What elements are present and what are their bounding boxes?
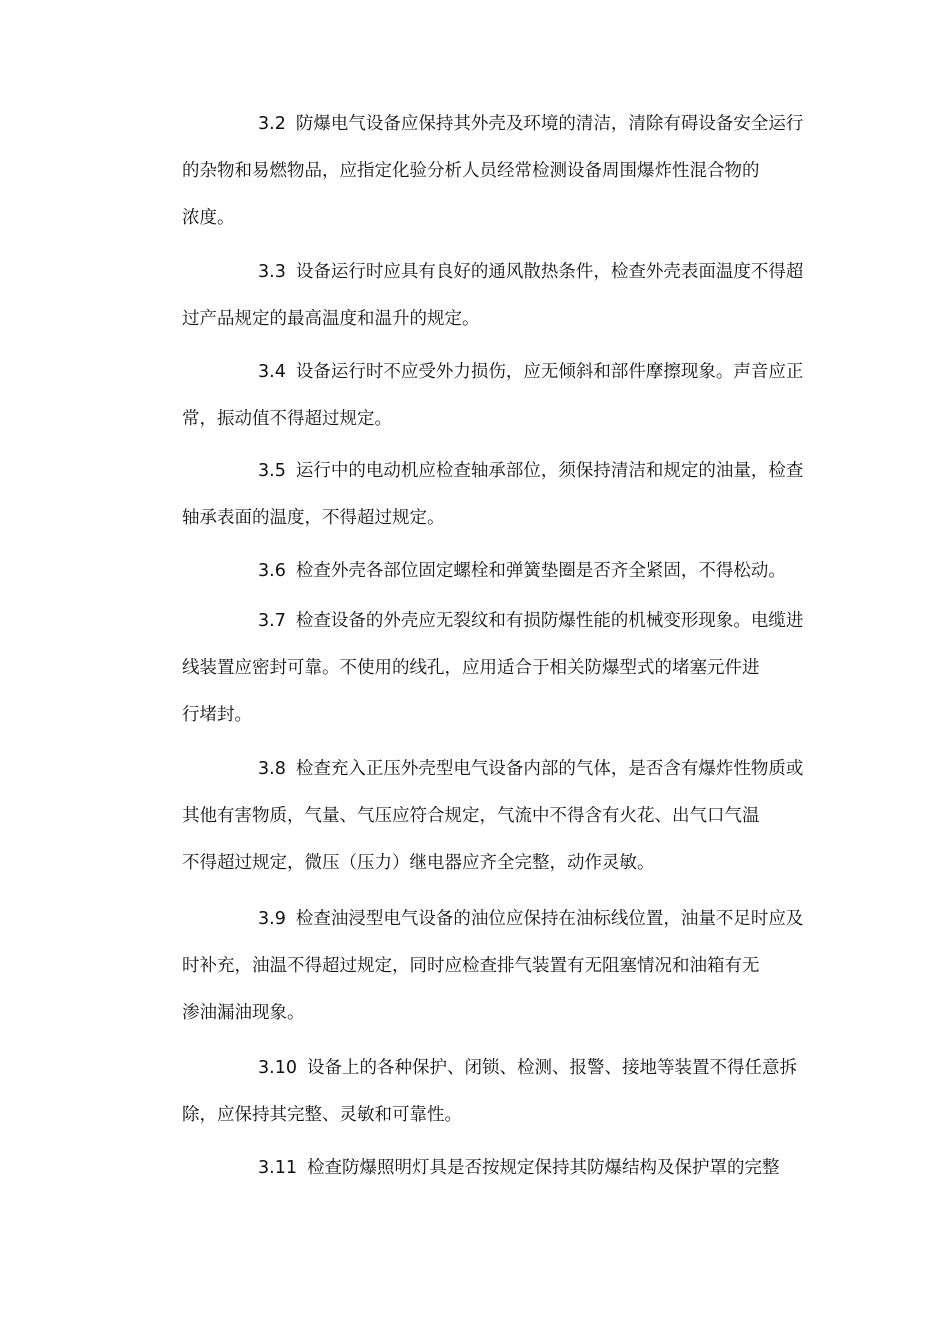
paragraph-text: 渗油漏油现象。 <box>182 1003 305 1023</box>
paragraph-text: 检查油浸型电气设备的油位应保持在油标线位置，油量不足时应及 <box>295 909 804 929</box>
paragraph-text: 不得超过规定，微压（压力）继电器应齐全完整，动作灵敏。 <box>182 853 655 873</box>
paragraph-text: 常，振动值不得超过规定。 <box>182 409 392 429</box>
paragraph-text: 设备运行时不应受外力损伤，应无倾斜和部件摩擦现象。声音应正 <box>295 362 804 382</box>
paragraph-text: 线装置应密封可靠。不使用的线孔，应用适合于相关防爆型式的堵塞元件进 <box>182 658 760 678</box>
clause-number: 3.4 <box>258 362 286 382</box>
paragraph-text: 防爆电气设备应保持其外壳及环境的清洁，清除有碍设备安全运行 <box>295 114 804 134</box>
paragraph-3-4 <box>182 349 822 443</box>
paragraph-3-9 <box>182 896 822 1037</box>
paragraph-text: 轴承表面的温度，不得超过规定。 <box>182 508 445 528</box>
paragraph-3-3 <box>182 249 822 343</box>
paragraph-3-2 <box>182 101 822 242</box>
paragraph-text: 设备运行时应具有良好的通风散热条件，检查外壳表面温度不得超 <box>295 262 804 282</box>
paragraph-text: 浓度。 <box>182 208 235 228</box>
clause-number: 3.11 <box>258 1158 297 1178</box>
paragraph-3-10 <box>182 1045 822 1139</box>
paragraph-text: 设备上的各种保护、闭锁、检测、报警、接地等装置不得任意拆 <box>306 1058 797 1078</box>
paragraph-text: 检查外壳各部位固定螺栓和弹簧垫圈是否齐全紧固，不得松动。 <box>295 561 786 581</box>
paragraph-text: 过产品规定的最高温度和温升的规定。 <box>182 309 480 329</box>
clause-number: 3.8 <box>258 759 286 779</box>
paragraph-text: 时补充，油温不得超过规定，同时应检查排气装置有无阻塞情况和油箱有无 <box>182 956 760 976</box>
clause-number: 3.9 <box>258 909 286 929</box>
paragraph-text: 其他有害物质，气量、气压应符合规定，气流中不得含有火花、出气口气温 <box>182 806 760 826</box>
clause-number: 3.2 <box>258 114 286 134</box>
paragraph-text: 除，应保持其完整、灵敏和可靠性。 <box>182 1105 462 1125</box>
paragraph-text: 行堵封。 <box>182 705 252 725</box>
clause-number: 3.5 <box>258 461 286 481</box>
paragraph-text: 运行中的电动机应检查轴承部位，须保持清洁和规定的油量，检查 <box>295 461 804 481</box>
paragraph-3-5 <box>182 448 822 542</box>
clause-number: 3.3 <box>258 262 286 282</box>
clause-number: 3.7 <box>258 611 286 631</box>
paragraph-3-11 <box>182 1145 822 1192</box>
paragraph-3-8 <box>182 746 822 887</box>
paragraph-text: 检查充入正压外壳型电气设备内部的气体，是否含有爆炸性物质或 <box>295 759 804 779</box>
paragraph-text: 检查设备的外壳应无裂纹和有损防爆性能的机械变形现象。电缆进 <box>295 611 804 631</box>
paragraph-3-6 <box>182 548 822 595</box>
paragraph-text: 的杂物和易燃物品，应指定化验分析人员经常检测设备周围爆炸性混合物的 <box>182 161 760 181</box>
paragraph-3-7 <box>182 598 822 739</box>
paragraph-text: 检查防爆照明灯具是否按规定保持其防爆结构及保护罩的完整 <box>306 1158 780 1178</box>
clause-number: 3.6 <box>258 561 286 581</box>
clause-number: 3.10 <box>258 1058 297 1078</box>
